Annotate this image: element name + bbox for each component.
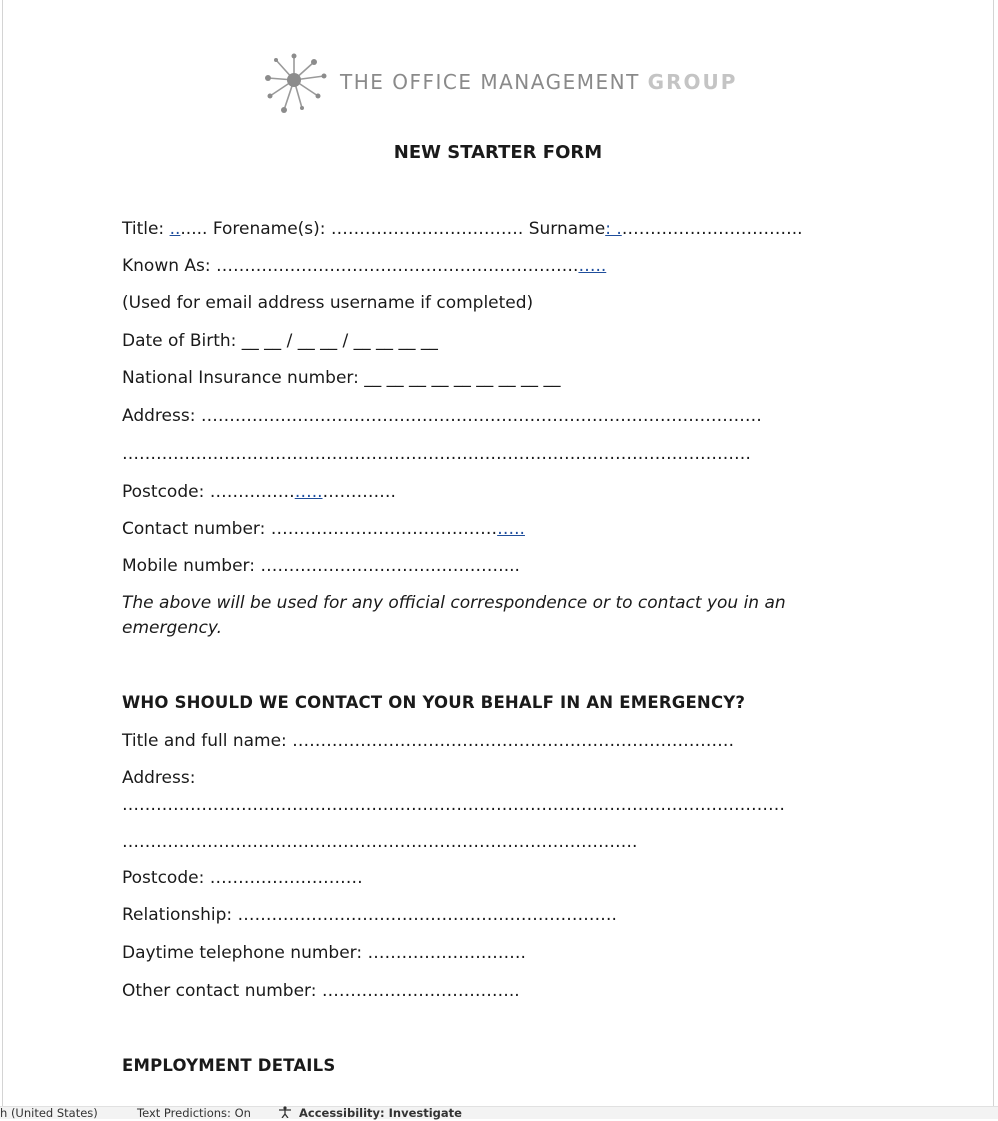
- company-logo: [264, 50, 737, 114]
- emergency-address-label: Address:: [122, 768, 196, 788]
- known-as-link[interactable]: …..: [578, 256, 607, 276]
- mobile-number-line[interactable]: Mobile number: ………………………….…………...: [122, 556, 520, 576]
- status-bar: [0, 1106, 998, 1119]
- language-status[interactable]: h (United States): [0, 1106, 98, 1120]
- postcode-link[interactable]: …..: [294, 482, 323, 502]
- surname-field-link[interactable]: : .: [605, 219, 622, 239]
- forename-surname-label: ..... Forename(s): ……………………………. Surname: [180, 219, 606, 239]
- logo-name: THE OFFICE MANAGEMENT: [340, 70, 648, 94]
- logo-wordmark: [340, 70, 737, 94]
- title-name-line[interactable]: [122, 218, 803, 240]
- contact-number-line[interactable]: [122, 518, 525, 540]
- contact-number-label: Contact number: ………….………………………: [122, 519, 498, 539]
- relationship-line[interactable]: Relationship: ………………………………………………………….: [122, 905, 617, 925]
- email-note: (Used for email address username if completed): [122, 293, 534, 313]
- page-right-edge: [993, 0, 994, 1106]
- postcode-dots: ………….: [322, 482, 396, 502]
- known-as-line[interactable]: [122, 255, 606, 277]
- title-label: Title:: [122, 219, 170, 239]
- postcode-line[interactable]: [122, 481, 396, 503]
- logo-name-light: GROUP: [647, 70, 738, 94]
- form-title: NEW STARTER FORM: [393, 142, 603, 163]
- address-line-2[interactable]: …………………………………………………………………………………………………: [122, 444, 751, 464]
- address-line-1[interactable]: Address: ………………………………………………………………………………………: [122, 406, 762, 426]
- emergency-postcode-line[interactable]: Postcode: ………………………: [122, 868, 363, 888]
- known-as-label: Known As: ……………………………………………………….: [122, 256, 579, 276]
- postcode-label: Postcode: ……………: [122, 482, 295, 502]
- date-of-birth-line[interactable]: Date of Birth: __ __ / __ __ / __ __ __ __: [122, 331, 438, 351]
- national-insurance-line[interactable]: National Insurance number: __ __ __ __ __ __ __ __ __: [122, 368, 561, 388]
- employment-details-heading: EMPLOYMENT DETAILS: [122, 1056, 336, 1075]
- emergency-name-line[interactable]: Title and full name: ……………………………………………………………………: [122, 731, 735, 751]
- other-contact-line[interactable]: Other contact number: ……………………………..: [122, 981, 520, 1001]
- contact-number-link[interactable]: …..: [497, 519, 525, 539]
- emergency-contact-heading: WHO SHOULD WE CONTACT ON YOUR BEHALF IN AN EMERGENCY?: [122, 693, 746, 712]
- surname-dots: …………………………..: [621, 219, 803, 239]
- accessibility-icon[interactable]: [277, 1106, 293, 1121]
- daytime-telephone-line[interactable]: Daytime telephone number: ……………………….: [122, 943, 526, 963]
- text-predictions-status[interactable]: Text Predictions: On: [137, 1106, 251, 1120]
- official-correspondence-note: The above will be used for any official correspondence or to contact you in an emergency.: [122, 593, 786, 638]
- emergency-address-line-1[interactable]: ………………………………………………………………………………………………………: [122, 795, 785, 815]
- title-field-link[interactable]: ..: [169, 219, 181, 239]
- page-left-edge: [2, 0, 3, 1106]
- emergency-address-line-2[interactable]: ……………………………………………………………………………….: [122, 832, 638, 852]
- accessibility-status[interactable]: Accessibility: Investigate: [299, 1106, 462, 1120]
- starburst-logo-icon: [264, 50, 328, 114]
